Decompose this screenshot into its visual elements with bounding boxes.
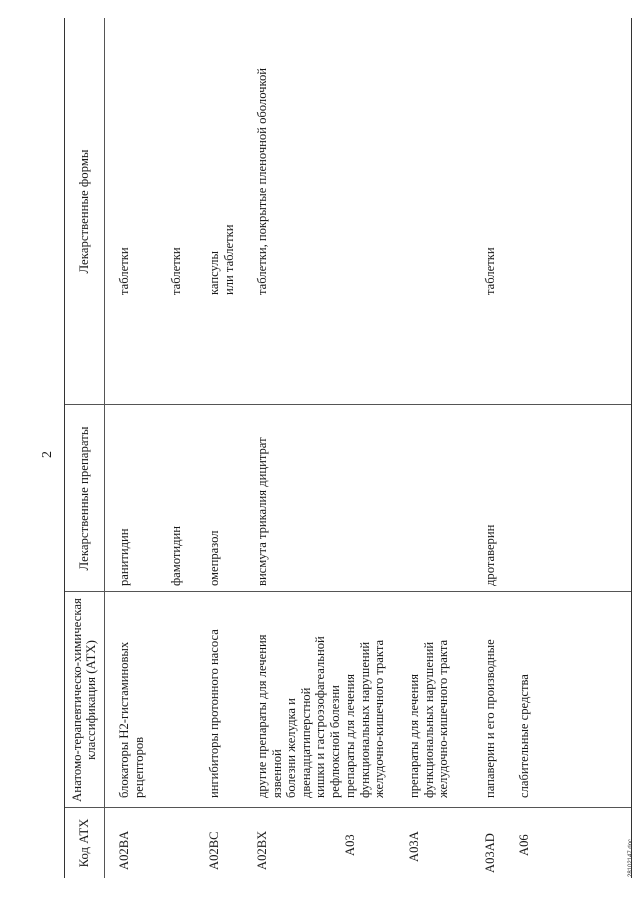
table-row-drug: дротаверин	[483, 524, 497, 586]
header-drugs: Лекарственные препараты	[77, 426, 91, 571]
table-row-form: капсулы или таблетки	[207, 224, 236, 295]
table-row-code: A02BA	[117, 830, 131, 870]
table-row-classification: другие препараты для лечения язвенной болезни желудка и двенадцатиперстной кишки и гастроэзофагеальной рефлюксной болезни	[255, 634, 342, 798]
header-divider	[104, 18, 105, 878]
page-number: 2	[40, 451, 55, 458]
table-row-drug: омепразол	[207, 530, 221, 586]
table-row-classification: слабительные средства	[517, 674, 531, 798]
table-row-form: таблетки	[169, 247, 183, 295]
table-row-drug: висмута трикалия дицитрат	[255, 437, 269, 586]
column-divider	[65, 591, 631, 592]
column-divider	[65, 404, 631, 405]
table-row-code: A03AD	[483, 833, 497, 873]
table-row-code: A02BX	[255, 830, 269, 870]
table-row-code: A02BC	[207, 831, 221, 870]
header-forms: Лекарственные формы	[77, 149, 91, 274]
drug-table	[64, 18, 632, 878]
table-row-drug: фамотидин	[169, 526, 183, 586]
table-row-code: A06	[517, 834, 531, 856]
table-row-classification: папаверин и его производные	[483, 639, 497, 798]
table-row-classification: ингибиторы протонного насоса	[207, 629, 221, 798]
table-row-code: A03A	[407, 831, 421, 862]
header-classification: Анатомо-терапевтическо-химическая классификация (АТХ)	[70, 598, 98, 802]
table-row-form: таблетки	[483, 247, 497, 295]
column-divider	[65, 807, 631, 808]
file-name-footer: 28102147.doc	[628, 838, 634, 877]
table-row-drug: ранитидин	[117, 528, 131, 586]
header-code: Код АТХ	[77, 818, 91, 868]
table-row-classification: препараты для лечения функциональных нарушений желудочно-кишечного тракта	[343, 639, 386, 798]
table-row-code: A03	[343, 834, 357, 856]
table-row-classification: препараты для лечения функциональных нарушений желудочно-кишечного тракта	[407, 639, 450, 798]
table-row-form: таблетки	[117, 247, 131, 295]
table-row-classification: блокаторы Н2-гистаминовых рецепторов	[117, 641, 146, 798]
table-row-form: таблетки, покрытые пленочной оболочкой	[255, 67, 269, 295]
